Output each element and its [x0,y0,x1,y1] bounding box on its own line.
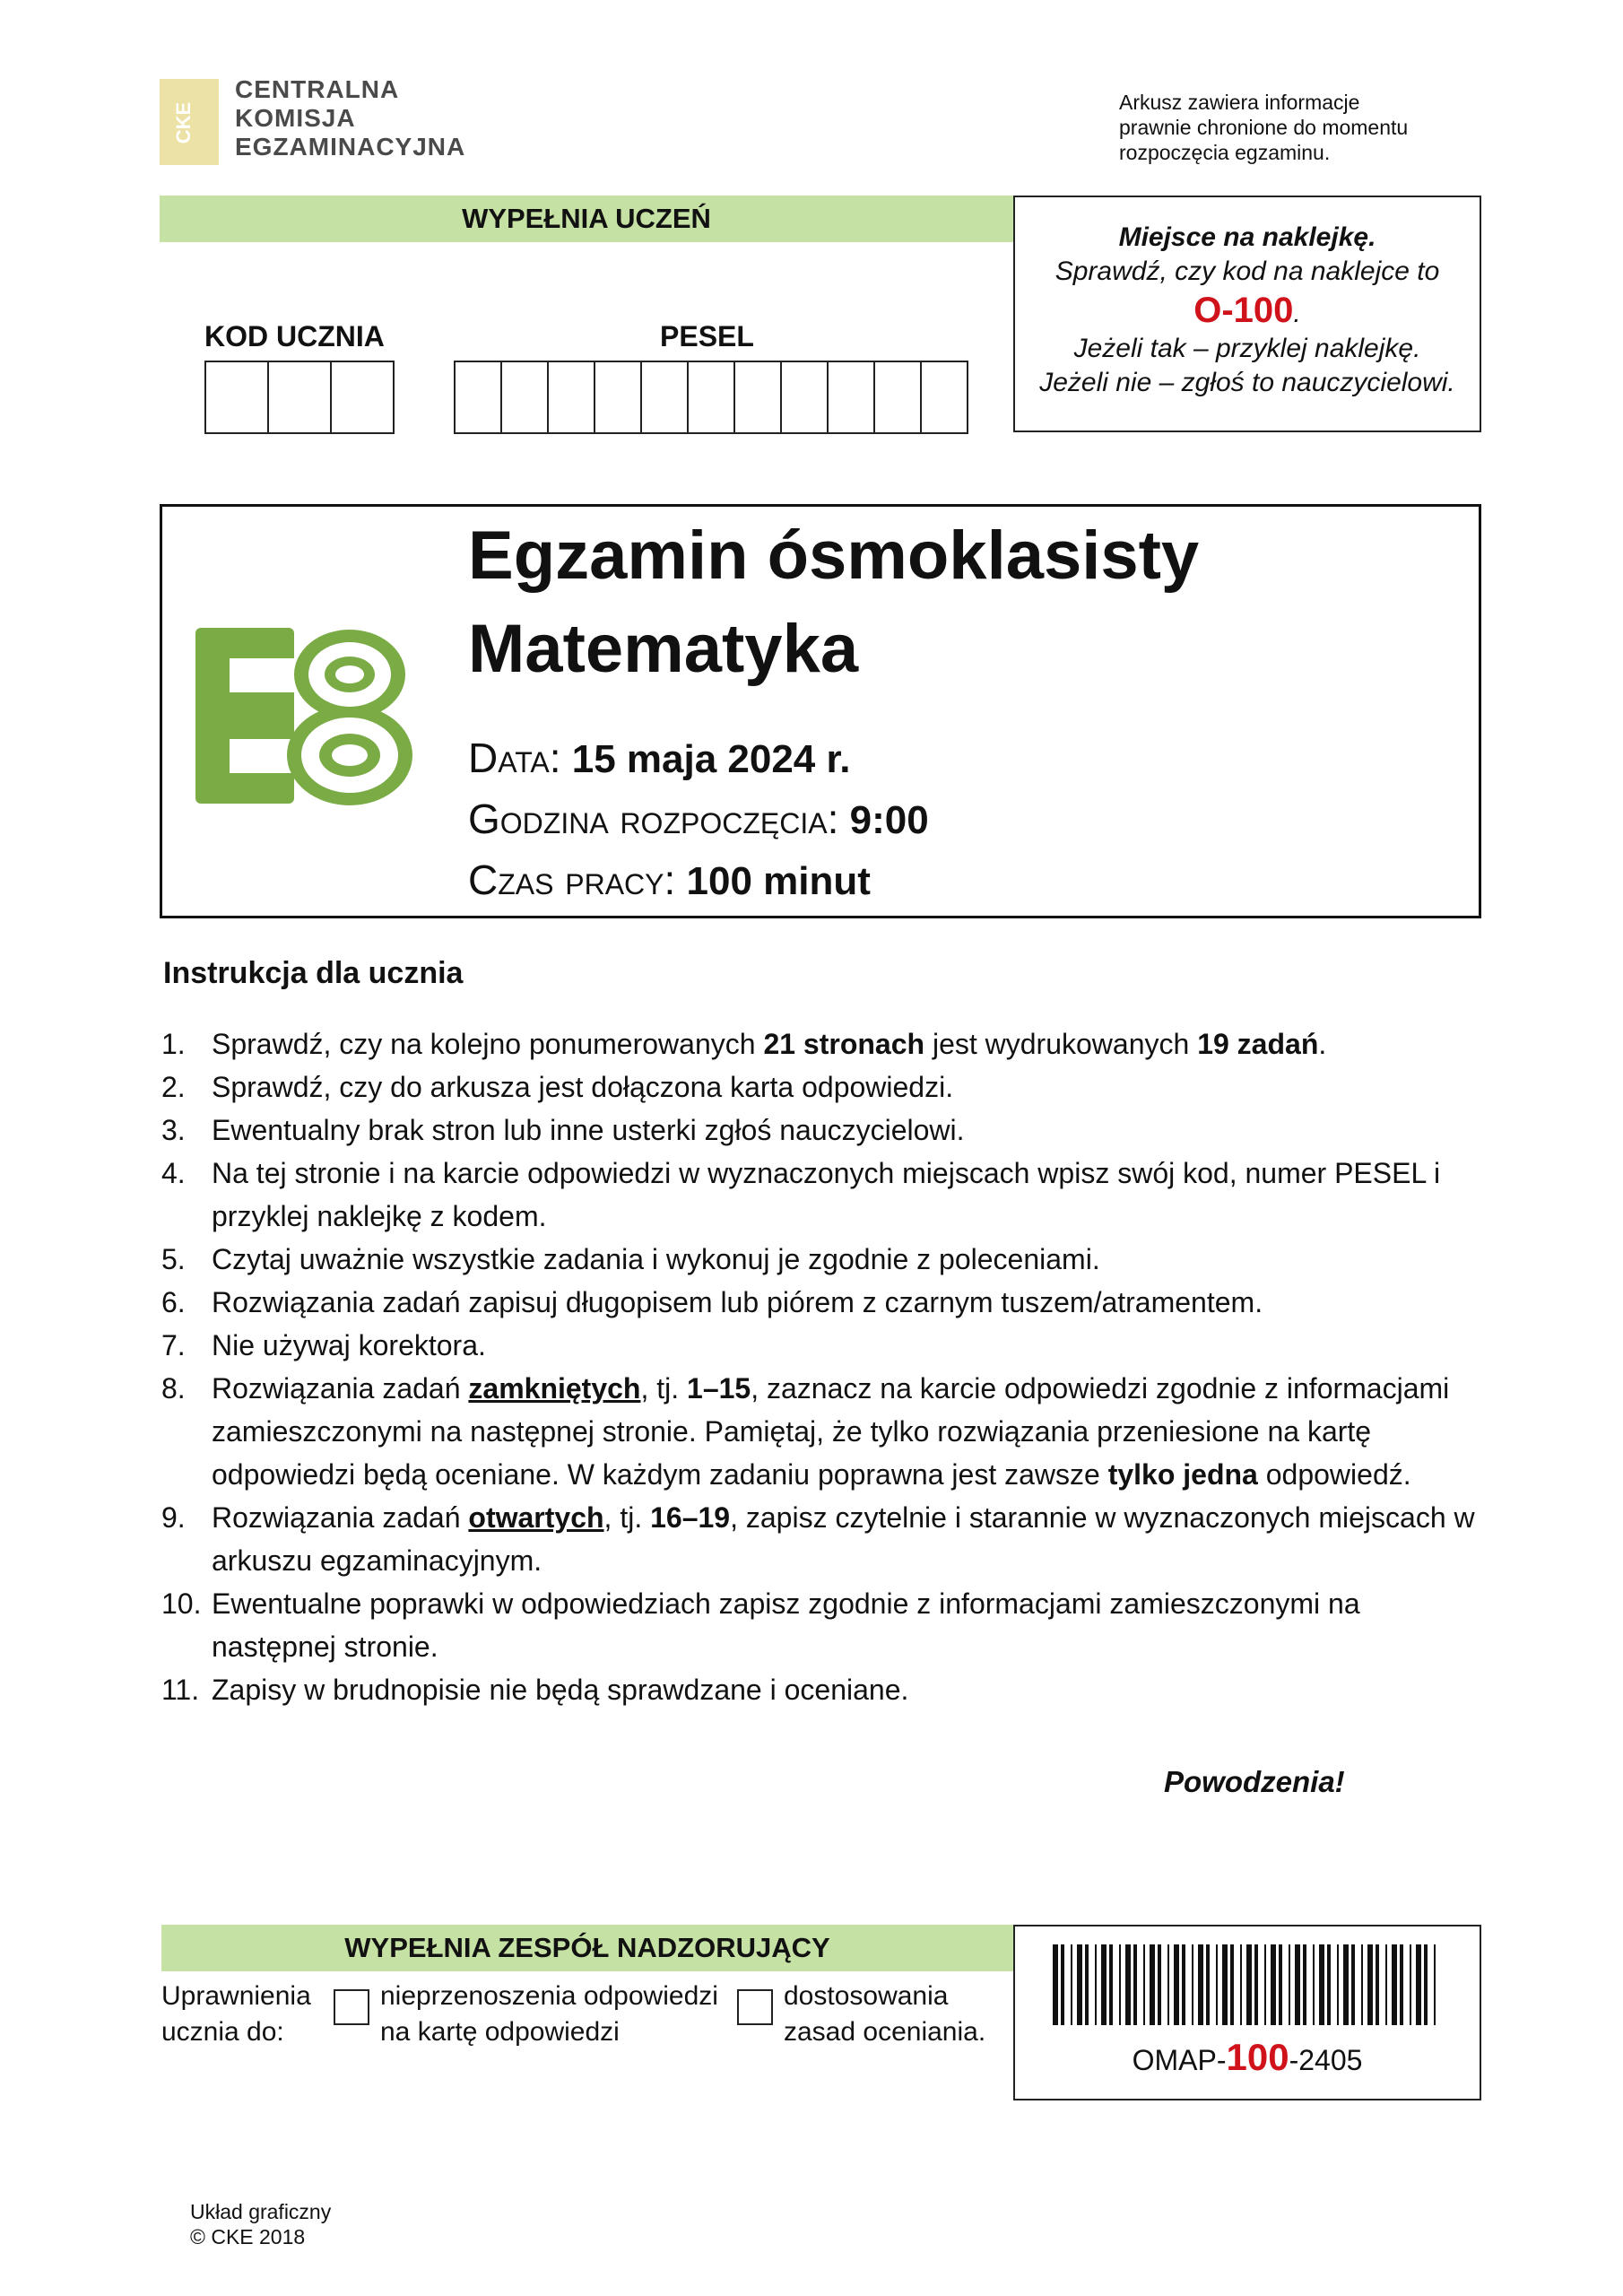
date-key: Data: [468,735,561,781]
sticker-area [1013,196,1481,432]
barcode-bar [1085,1944,1089,2025]
barcode-bar [1150,1944,1155,2025]
pesel-digit-box[interactable] [922,362,967,432]
barcode-bar [1133,1944,1137,2025]
start-value: 9:00 [849,798,929,842]
sticker-title: Miejsce na naklejkę. [1118,222,1376,252]
instruction-number: 3. [161,1114,186,1146]
barcode-bar [1319,1944,1324,2025]
barcode-bar [1279,1944,1282,2025]
instruction-item [161,1281,1488,1324]
instruction-number: 1. [161,1028,186,1060]
barcode-bar [1101,1944,1107,2025]
instruction-item [161,1109,1488,1152]
footer-line: Układ graficzny [190,2200,332,2223]
exam-start-time [468,795,929,843]
instruction-text [212,1152,1488,1238]
instruction-text-part: , tj. [640,1372,688,1405]
sticker-instruction: Sprawdź, czy kod na naklejce to [1055,257,1440,286]
barcode-bar [1303,1944,1306,2025]
instruction-item [161,1324,1488,1367]
sheet-code [1013,2036,1481,2079]
instruction-text-part: Rozwiązania zadań [212,1372,469,1405]
barcode-bar [1071,1944,1072,2025]
instructions-list [161,1022,1488,1711]
instruction-item [161,1152,1488,1238]
student-rights-label [161,1979,311,2050]
option-line: na kartę odpowiedzi [380,2017,620,2047]
instructions-title: Instrukcja dla ucznia [163,956,464,990]
instruction-text-part: Nie używaj korektora. [212,1329,486,1361]
barcode-bar [1289,1944,1290,2025]
no-transfer-checkbox[interactable] [334,1989,369,2025]
exam-duration [468,856,871,904]
e8-logo-icon [195,628,420,807]
student-code-digit-box[interactable] [269,362,332,432]
instruction-number: 6. [161,1286,186,1318]
barcode-bar [1295,1944,1300,2025]
barcode-bar [1198,1944,1203,2025]
student-section-bar: WYPEŁNIA UCZEŃ [160,196,1013,242]
student-code-boxes[interactable] [204,361,395,434]
instruction-text-part: Czytaj uważnie wszystkie zadania i wykonuj je zgodnie z poleceniami. [212,1243,1100,1275]
barcode-bar [1424,1944,1428,2025]
cke-logo-text [235,75,465,161]
adjusted-grading-checkbox[interactable] [737,1989,773,2025]
instruction-text [212,1065,1488,1109]
instruction-number: 5. [161,1243,186,1275]
barcode-bar [1216,1944,1218,2025]
instruction-text-part: Sprawdź, czy do arkusza jest dołączona karta odpowiedzi. [212,1071,954,1103]
sticker-code: O-100 [1193,291,1294,330]
instruction-text-part: 19 zadań [1197,1028,1319,1060]
footer-line: © CKE 2018 [190,2225,306,2248]
barcode-bar [1246,1944,1252,2025]
sticker-yes: Jeżeli tak – przyklej naklejkę. [1073,334,1421,363]
student-code-label: KOD UCZNIA [204,320,385,352]
instruction-text-part: otwartych [468,1501,604,1534]
barcode-bar [1254,1944,1258,2025]
instruction-text-part: zamkniętych [468,1372,641,1405]
instruction-text [212,1367,1488,1496]
instruction-text [212,1668,1488,1711]
option-line: zasad oceniania. [784,2017,986,2047]
instruction-text-part: . [1318,1028,1327,1060]
barcode-bar [1271,1944,1276,2025]
barcode-bar [1367,1944,1373,2025]
instruction-item [161,1065,1488,1109]
barcode-bar [1206,1944,1210,2025]
barcode-bar [1095,1944,1097,2025]
duration-key: Czas pracy: [468,857,676,903]
barcode-bar [1143,1944,1145,2025]
barcode-bar [1182,1944,1185,2025]
barcode-bar [1061,1944,1064,2025]
instruction-text-part: 21 stronach [763,1028,925,1060]
instruction-text-part: 16–19 [650,1501,731,1534]
notice-line: Arkusz zawiera informacje [1119,91,1360,114]
instruction-text-part: , zaznacz na karcie odpowiedzi zgodnie z informacjami zamieszczonymi na następnej stronie. Pamiętaj, że tylko rozwiązania przeniesione na kartę odpowiedzi będą oceniane. W każdym zadaniu poprawna jest zawsze [212,1372,1450,1491]
pesel-boxes[interactable] [454,361,968,434]
barcode-bar [1077,1944,1082,2025]
barcode-bar [1109,1944,1113,2025]
barcode-bar [1376,1944,1379,2025]
instruction-text-part: odpowiedź. [1257,1458,1411,1491]
pesel-digit-box[interactable] [549,362,595,432]
barcode-bar [1343,1944,1349,2025]
notice-line: rozpoczęcia egzaminu. [1119,141,1331,164]
option-line: dostosowania [784,1981,949,2011]
barcode-bar [1313,1944,1315,2025]
sticker-code-suffix: . [1293,299,1301,328]
adjusted-grading-option [784,1979,985,2050]
student-code-digit-box[interactable] [206,362,269,432]
barcode-bar [1167,1944,1169,2025]
barcode-bar [1434,1944,1436,2025]
barcode-bar [1119,1944,1121,2025]
pesel-digit-box[interactable] [689,362,735,432]
sheet-code-number: 100 [1226,2036,1289,2078]
instruction-text [212,1324,1488,1367]
instruction-text-part: tylko jedna [1107,1458,1258,1491]
pesel-label: PESEL [660,320,754,352]
logo-line: KOMISJA [235,104,356,132]
barcode-bar [1125,1944,1131,2025]
barcode-bar [1361,1944,1363,2025]
instruction-text-part: Ewentualny brak stron lub inne usterki zgłoś nauczycielowi. [212,1114,965,1146]
instruction-item [161,1496,1488,1582]
barcode-bar [1410,1944,1411,2025]
barcode-bar [1264,1944,1266,2025]
exam-date [468,734,850,782]
pesel-digit-box[interactable] [502,362,549,432]
instruction-number: 11. [161,1674,200,1706]
instruction-item [161,1367,1488,1496]
instruction-item [161,1668,1488,1711]
instruction-item [161,1582,1488,1668]
exam-title: Egzamin ósmoklasisty [468,517,1200,594]
barcode-bar [1174,1944,1179,2025]
pesel-digit-box[interactable] [829,362,875,432]
instruction-text-part: Rozwiązania zadań zapisuj długopisem lub piórem z czarnym tuszem/atramentem. [212,1286,1263,1318]
barcode-bar [1192,1944,1193,2025]
instruction-text-part: Zapisy w brudnopisie nie będą sprawdzane i oceniane. [212,1674,909,1706]
confidential-notice [1119,90,1408,165]
sticker-no: Jeżeli nie – zgłoś to nauczycielowi. [1039,368,1455,397]
instruction-text [212,1238,1488,1281]
instruction-text [212,1582,1488,1668]
cke-logo-mark [160,79,219,165]
barcode-bar [1416,1944,1421,2025]
barcode-bar [1392,1944,1397,2025]
supervisor-section-bar: WYPEŁNIA ZESPÓŁ NADZORUJĄCY [161,1925,1013,1971]
instruction-item [161,1022,1488,1065]
cke-logo-abbrev: CKE [172,101,195,144]
sheet-code-suffix: -2405 [1289,2044,1363,2076]
instruction-text-part: Sprawdź, czy na kolejno ponumerowanych [212,1028,764,1060]
pesel-digit-box[interactable] [595,362,642,432]
barcode-bar [1222,1944,1228,2025]
instruction-text [212,1281,1488,1324]
instruction-text [212,1496,1488,1582]
barcode-bar [1327,1944,1331,2025]
instruction-number: 2. [161,1071,186,1103]
notice-line: prawnie chronione do momentu [1119,116,1409,139]
start-key: Godzina rozpoczęcia: [468,796,839,842]
pesel-digit-box[interactable] [456,362,502,432]
duration-value: 100 minut [686,859,871,903]
instruction-item [161,1238,1488,1281]
instruction-text-part: Rozwiązania zadań [212,1501,469,1534]
closing-text: Powodzenia! [1164,1765,1345,1798]
instruction-number: 7. [161,1329,186,1361]
date-value: 15 maja 2024 r. [571,737,851,781]
instruction-number: 9. [161,1501,186,1534]
barcode-icon [1053,1944,1442,2025]
instruction-text-part: Na tej stronie i na karcie odpowiedzi w wyznaczonych miejscach wpisz swój kod, numer PESEL i przyklej naklejkę z kodem. [212,1157,1441,1232]
barcode-bar [1385,1944,1387,2025]
pesel-digit-box[interactable] [782,362,829,432]
option-line: nieprzenoszenia odpowiedzi [380,1981,718,2011]
barcode-bar [1337,1944,1339,2025]
logo-line: CENTRALNA [235,75,400,103]
barcode-bar [1053,1944,1058,2025]
rights-line: ucznia do: [161,2017,284,2047]
instruction-text-part: jest wydrukowanych [924,1028,1198,1060]
logo-line: EGZAMINACYJNA [235,133,466,161]
instruction-text-part: , zapisz czytelnie i starannie w wyznaczonych miejscach w arkuszu egzaminacyjnym. [212,1501,1475,1577]
instruction-text-part: , tj. [603,1501,651,1534]
sheet-code-prefix: OMAP- [1132,2044,1227,2076]
instruction-number: 8. [161,1372,186,1405]
pesel-digit-box[interactable] [735,362,782,432]
instruction-number: 10. [161,1587,202,1620]
barcode-bar [1158,1944,1161,2025]
barcode-bar [1230,1944,1234,2025]
instruction-text-part: Ewentualne poprawki w odpowiedziach zapisz zgodnie z informacjami zamieszczonymi na następnej stronie. [212,1587,1360,1663]
exam-subject: Matematyka [468,611,859,687]
instruction-text-part: 1–15 [687,1372,751,1405]
instruction-text [212,1109,1488,1152]
footer [190,2199,331,2249]
student-code-digit-box[interactable] [332,362,393,432]
barcode-bar [1351,1944,1355,2025]
no-transfer-option [380,1979,718,2050]
rights-line: Uprawnienia [161,1981,311,2011]
barcode-bar [1400,1944,1403,2025]
instruction-text [212,1022,1488,1065]
pesel-digit-box[interactable] [642,362,689,432]
barcode-bar [1240,1944,1242,2025]
instruction-number: 4. [161,1157,186,1189]
pesel-digit-box[interactable] [875,362,922,432]
